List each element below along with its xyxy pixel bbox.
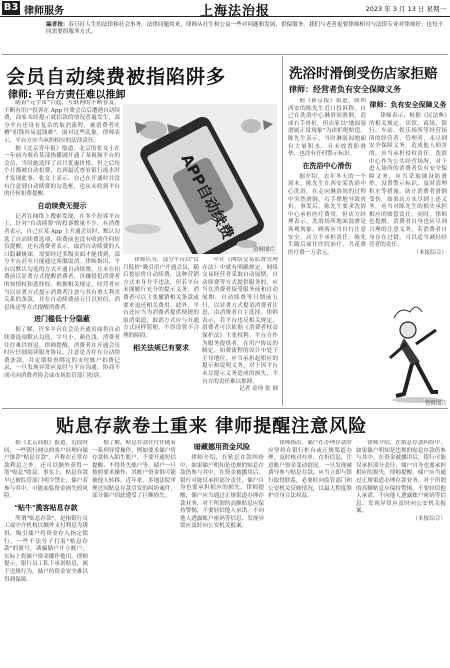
- editor-note-text: 春日打人生的法律和社会事务，法律问题用来，律师从社生和公益一些对问题和发展，供保服务。我们与老者更要律师相对与法律专业对律师好；也每不同需要的服务方式。: [46, 22, 444, 36]
- article1-body-1: 据《北京青年报》报道，北京的张女士在一年前为观看某部热播剧开通了某视频平台的会员，当时她选择了首月优惠价格，但之后每个月都被自动扣费，直到最近查看银行流水时才发现此事。张女士表示，自己在开通时并没有注意到自动续费的勾选框，也从未收到平台的任何扣费提醒。: [4, 145, 120, 198]
- article3-subhead-1: "贴牛"揽客贴息存款: [14, 503, 78, 512]
- article3-body-3: 据了解，贴息存款往往伴随着一系列异常操作，例如要求储户将存款转入陌生账户、不要开通短信提醒、不得挂失账户等。储户一旦按照要求操作，其账户资金很可能被他人转移。近年来，多地法院审理过因贴息存款引发的纠纷案件，部分储户因此遭受了巨额损失。: [92, 440, 176, 500]
- article2-body-2: 据介绍，去年冬天的一个周末，陈先生在西安某洗浴中心洗浴，在走向淋浴间的过程中突然滑倒，右手撑地导致骨折。事发后，陈先生要求洗浴中心承担医疗费用，但店方经理表示，洗浴场所地面湿滑是客观现象，顾客应当自行注意安全，店方不承担责任。陈先生随后前往医院治疗，共花费医疗费一万余元。: [288, 173, 366, 256]
- article3-headline: 贴息存款卷土重来 律师提醒注意风险: [56, 416, 368, 437]
- article1-byline: 律师: 平台方责任难以推卸: [8, 90, 126, 101]
- photo-credit-1: 资料图片: [252, 247, 275, 253]
- article2-headline: 洗浴时滑倒受伤店家拒赔: [289, 66, 438, 82]
- article3-column-3: [180, 440, 264, 666]
- article1-reporter: 记者 金珍 张 圆: [239, 386, 278, 393]
- editor-note: [46, 22, 446, 37]
- phone-illustration: [123, 104, 277, 254]
- article3-column-4: [268, 440, 352, 666]
- article3-body-4: 律师介绍，在贴息存款纠纷中，如果储户明知是违规的贴息存款仍参与其中，在资金被挪用后，银行可能仅承担部分责任，储户自身也要承担相应的损失。律师提醒，储户应当通过正规渠道办理存款业务，对于所谓的高额贴息应保持警惕，不要轻信他人承诺，不向他人透露账户密码等信息，发现异常应及时向公安机关报案。: [180, 455, 264, 530]
- article3-column-5: [356, 440, 446, 666]
- divider: [2, 408, 448, 409]
- article3-column-1: [4, 440, 88, 666]
- article2-subhead-2: 律师：负有安全保障义务: [369, 101, 447, 109]
- newspaper-name: 上海法治报: [200, 4, 271, 19]
- article1-body-5: 早在《网络交易监督管理办法》中就有明确规定，网络交易经营者采取自动展期、自动续费等方式提供服务的，应当在消费者接受服务前和自动展期、自动续费等日期前五日，以显著方式提请消费者注意，由消费者自主选择。律师表示，若平台违反相关规定，消费者可以依据《消费者权益保护法》主张权利。平台方作为服务提供者，在用户协议的制定、扣费流程的设计中处于主导地位，应当承担起相应的提示和说明义务，对于因平台未尽提示义务造成的损失，平台方的责任难以推卸。: [202, 257, 278, 385]
- article1-body-2: 记者在网络上搜索发现，在多个投诉平台上，针对"自动续费"的投诉数量不少，有消费者表示，自己在某 App 上开通会员时，默认勾选了自动续费选项，续费前也没有收到任何短信提醒；还有消费者表示，取消自动续费的入口隐藏极深，需要经过多级页面才能找到，部分平台甚至只能通过客服取消。律师指出，平台以默认勾选的方式开通自动续费，且未在扣费前以显著方式提醒消费者，涉嫌侵犯消费者的知情权和选择权。根据相关规定，经营者应当以显著方式提示消费者注意与其有重大利害关系的条款，并在自动续费前五日以短信、消息推送等方式提醒消费者。: [4, 213, 120, 311]
- column-rule: [282, 56, 283, 406]
- article1-headline: 会员自动续费被指陷阱多: [6, 66, 227, 88]
- article2-subhead-1: 在洗浴中心滑伤: [302, 161, 352, 170]
- masthead: [0, 0, 450, 17]
- article3-reporter: （本报综合）: [412, 515, 446, 522]
- article2-reporter: （本报综合）: [413, 249, 447, 256]
- article1-column-3: [202, 257, 278, 406]
- page-number: B3: [3, 2, 19, 13]
- app-autorenew-illustration: [123, 104, 277, 254]
- slip-fall-illustration: [386, 300, 448, 408]
- photo-credit-2: 资料图片: [424, 401, 447, 407]
- article3-body-5: 律师指出，储户在办理存款时应坚持在银行柜台或正规渠道办理，及时核对存单、存折信息，注意账户资金变动情况。一旦发现被诱导参与贴息存款，应当立即与银行取得联系，必要时向监管部门和公安机关反映情况，以最大程度维护自身合法权益。: [268, 440, 352, 500]
- section-name: 律师服务: [24, 6, 64, 17]
- article2-byline: 律师：经营者负有安全保障义务: [289, 85, 401, 94]
- article3-column-2: [92, 440, 176, 666]
- article1-body-4: 律师认为，部分平台以"首月低价"吸引用户开通会员，随后按原价自动续费，这种营销方式本身并不违法，但若平台未能履行充分的提示义务，消费者可以主张撤销相关条款或要求退还相关费用。此外，平台还应当为消费者提供便捷的取消渠道，取消方式应与开通方式同样简便，不得设置不合理的障碍。: [123, 257, 199, 339]
- article3-body-2: 所谓"贴息存款"，是指银行员工或中介机构以额外支付利息为诱饵，吸引储户将资金存入指定银行。一些不法分子打着"贴息存款"的旗号，诱骗储户开立账户，实际上将储户资金挪作他用。律师提示，银行员工私下承诺贴息，属于违规行为，储户的资金安全难以得到保障。: [4, 515, 88, 583]
- article2-body-3: 律师表示，根据《民法典》的相关规定，宾馆、商场、银行、车站、娱乐场所等经营场所的经营者、管理者，未尽到安全保障义务，造成他人损害的，应当承担侵权责任。洗浴中心作为公共经营场所，对于进入场所的消费者负有安全保障义务，应当采取铺设防滑垫、设置警示标识、及时清理积水等措施，防止消费者滑倒受伤。如果店方未尽到上述义务，应当对陈先生的损失承担相应的赔偿责任。同时，律师也提醒，消费者自身也应尽到合理的注意义务，若消费者自身存在过错，可以适当减轻经营者的责任。: [369, 113, 447, 249]
- article2-body-1: 据《新京报》报道，陕西西安的陈先生近日投诉称，自己在洗浴中心淋浴间滑倒，造成右手骨折，但店家以"地面湿滑属正常现象"为由拒绝赔偿。陈先生表示，当时淋浴间地面有大量积水，且未放置防滑垫，也没有任何警示标识。: [288, 98, 366, 158]
- article1-column-2: [123, 257, 199, 406]
- article1-subhead-2: 进门槛低十分隐蔽: [34, 315, 90, 324]
- article1-lead: 随着"元宇宙"兴起，互联网的不断普及，不断有用户投诉在 App 付费会员后遭遇自动续费，商家未经提示就扣款的情况普遍发生，部分平台还设有复杂的取消流程，被消费者吐槽"扣钱容易退钱难"。面对这些乱象，律师表示，平台方应当承担相应的法律责任。: [4, 100, 120, 144]
- article1-column-1: [4, 100, 120, 406]
- divider: [2, 54, 448, 55]
- issue-date: 2023 年 3 月 13 日 星期一: [365, 5, 446, 13]
- article3-body-1: 据《北京商报》报道，近段时间，一些银行网点的客户经理向储户推荐"贴息存款"，声称在正常存款利息之外，还可以额外获得一笔"贴息"收益。事实上，贴息存款早已被监管部门明令禁止，储户若参与其中，可能面临资金损失的风险。: [4, 440, 88, 500]
- article3-subhead-2: 暗藏挪用资金风险: [194, 443, 250, 451]
- editor-note-label: 编者按：: [46, 22, 69, 28]
- article1-subhead-1: 自动续费无提示: [37, 201, 87, 210]
- article3-body-1-cont: 律师介绍，在贴息存款纠纷中，如果储户明知是违规的贴息存款仍参与其中，在资金被挪用后，银行可能仅承担部分责任，储户自身也要承担相应的损失。律师提醒，储户应当通过正规渠道办理存款业务，对于所谓的高额贴息应保持警惕，不要轻信他人承诺，不向他人透露账户密码等信息，发现异常应及时向公安机关报案。: [356, 440, 446, 515]
- article2-column-2: [369, 98, 447, 298]
- article1-subhead-3: 相关法规已有要求: [133, 343, 189, 352]
- falling-man-illustration: [386, 300, 448, 408]
- article2-column-1: [288, 98, 366, 406]
- app-sign-text: APP自动续费: [177, 151, 238, 243]
- article1-body-3: 据了解，许多平台在会员开通页面将自动续费选项默认勾选，字号小、颜色浅，消费者往往难以察觉。律师提醒，消费者在开通会员时应仔细阅读服务协议，注意是否存在自动续费条款，并定期检查绑定的支付账户扣费记录，一旦发现异常应及时与平台沟通，协商不成可向消费者协会或市场监管部门投诉。: [4, 327, 120, 379]
